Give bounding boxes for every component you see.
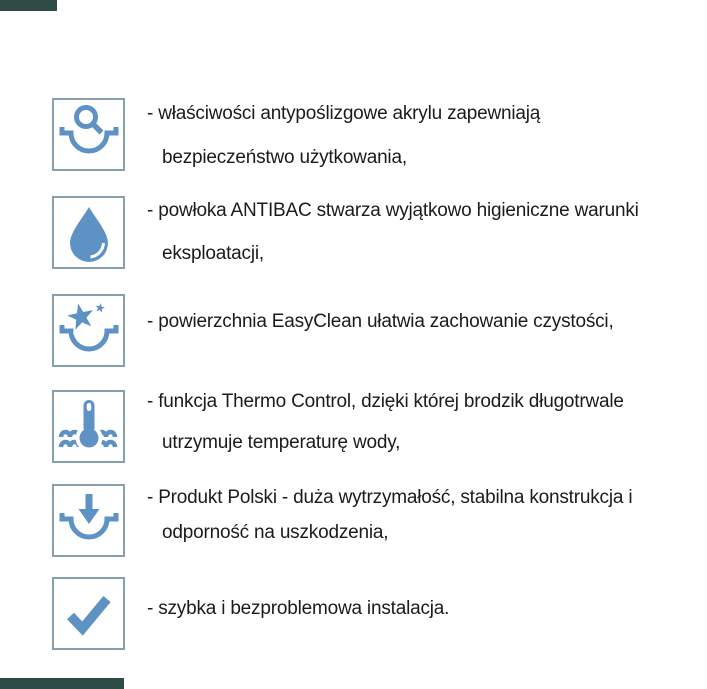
feature-text-line: - funkcja Thermo Control, dzięki której brodzik długotrwale bbox=[147, 391, 624, 412]
checkmark-icon bbox=[57, 582, 121, 646]
feature-text-line: bezpieczeństwo użytkowania, bbox=[162, 147, 407, 168]
icon-box bbox=[52, 98, 125, 171]
feature-row-antibac bbox=[52, 196, 707, 270]
feature-text-line: - powłoka ANTIBAC stwarza wyjątkowo higieniczne warunki bbox=[147, 200, 639, 221]
feature-text-line: - właściwości antypoślizgowe akrylu zapewniają bbox=[147, 103, 541, 124]
thermometer-waves-icon bbox=[57, 395, 121, 459]
star-basin-icon bbox=[57, 299, 121, 363]
feature-row-easyclean bbox=[52, 294, 707, 368]
icon-box bbox=[52, 196, 125, 269]
magnifier-basin-icon bbox=[57, 103, 121, 167]
water-drop-icon bbox=[57, 201, 121, 265]
icon-box bbox=[52, 390, 125, 463]
icon-box bbox=[52, 294, 125, 367]
icon-box bbox=[52, 577, 125, 650]
feature-row-antislip bbox=[52, 98, 707, 172]
bottom-left-corner-bar bbox=[0, 678, 124, 689]
feature-text-line: eksploatacji, bbox=[162, 243, 264, 264]
feature-row-thermocontrol bbox=[52, 390, 707, 464]
feature-row-installation bbox=[52, 577, 707, 651]
feature-text-line: odporność na uszkodzenia, bbox=[162, 522, 389, 543]
top-left-corner-bar bbox=[0, 0, 57, 11]
feature-text-line: utrzymuje temperaturę wody, bbox=[162, 432, 401, 453]
feature-text-line: - Produkt Polski - duża wytrzymałość, stabilna konstrukcja i bbox=[147, 487, 633, 508]
arrow-down-basin-icon bbox=[57, 489, 121, 553]
feature-row-produkt-polski bbox=[52, 484, 707, 558]
feature-text-line: - powierzchnia EasyClean ułatwia zachowanie czystości, bbox=[147, 311, 614, 332]
feature-text-line: - szybka i bezproblemowa instalacja. bbox=[147, 598, 450, 619]
icon-box bbox=[52, 484, 125, 557]
